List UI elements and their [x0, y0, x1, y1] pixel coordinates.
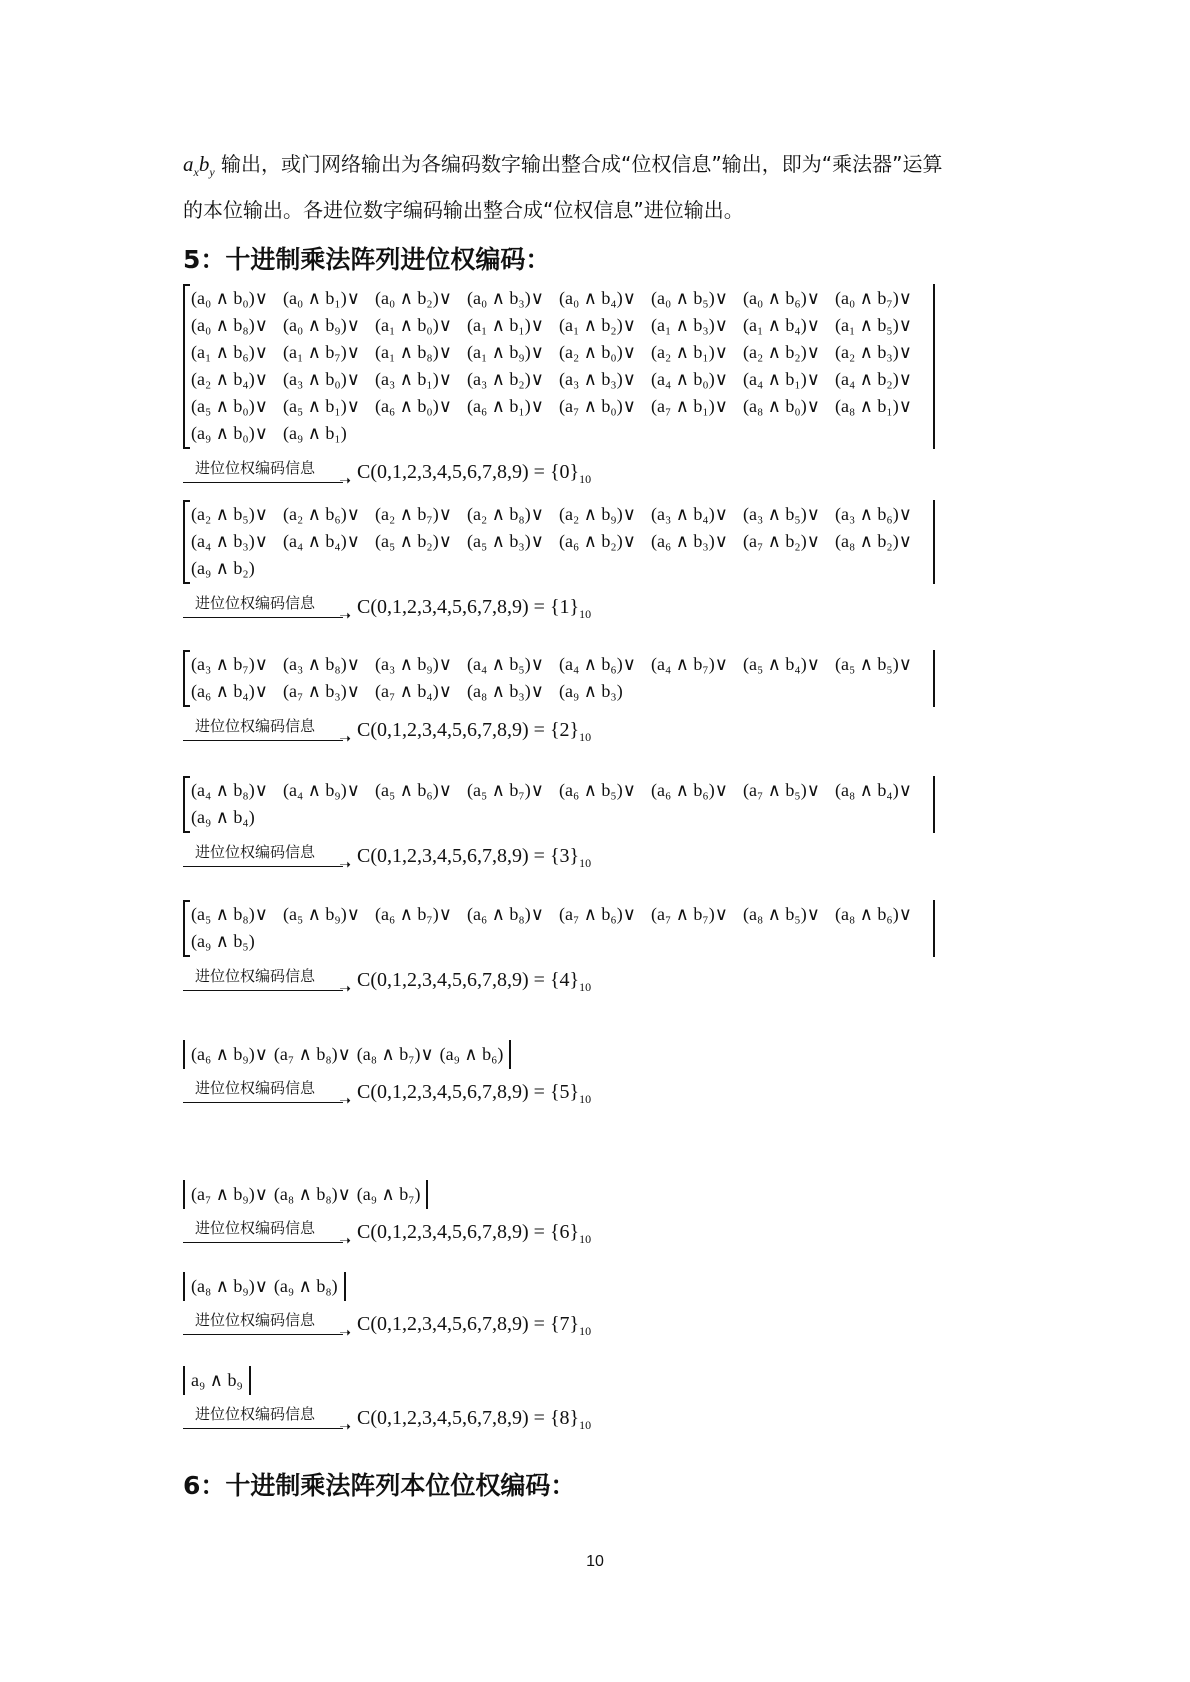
term: (a₃ ∧ b₃)∨ [559, 369, 636, 389]
term: (a₇ ∧ b₇)∨ [651, 904, 728, 924]
arrow-label: 进位位权编码信息 [195, 1405, 316, 1423]
term: (a₅ ∧ b₇)∨ [467, 780, 544, 800]
matrix-row [191, 1041, 503, 1068]
matrix-row [191, 678, 927, 705]
term: (a₈ ∧ b₆)∨ [835, 904, 912, 924]
term: (a₈ ∧ b₀)∨ [743, 396, 820, 416]
term: (a₁ ∧ b₈)∨ [375, 342, 452, 362]
term: (a₁ ∧ b₃)∨ [651, 315, 728, 335]
carry-block-6 [183, 1180, 591, 1247]
term: (a₄ ∧ b₅)∨ [467, 654, 544, 674]
matrix-row [191, 285, 927, 312]
term: (a₀ ∧ b₃)∨ [467, 288, 544, 308]
section-heading-6: 6：十进制乘法阵列本位位权编码： [183, 1471, 576, 1500]
term: (a₉ ∧ b₄) [191, 807, 255, 827]
term: (a₀ ∧ b₁)∨ [283, 288, 360, 308]
carry-arrow-line [183, 835, 935, 871]
term: (a₆ ∧ b₁)∨ [467, 396, 544, 416]
term: (a₁ ∧ b₅)∨ [835, 315, 912, 335]
carry-block-4 [183, 900, 935, 995]
right-arrow-icon: 进位位权编码信息 ➝ [183, 459, 351, 487]
carry-result: $C(0,1,2,3,4,5,6,7,8,9) = \{0\}_{10}$ [357, 461, 592, 486]
matrix-row [191, 1273, 338, 1300]
term: (a₄ ∧ b₈)∨ [191, 780, 268, 800]
term: (a₁ ∧ b₇)∨ [283, 342, 360, 362]
term: (a₁ ∧ b₂)∨ [559, 315, 636, 335]
term: (a₀ ∧ b₇)∨ [835, 288, 912, 308]
term: (a₇ ∧ b₆)∨ [559, 904, 636, 924]
term: (a₀ ∧ b₄)∨ [559, 288, 636, 308]
term: (a₃ ∧ b₁)∨ [375, 369, 452, 389]
term: (a₂ ∧ b₉)∨ [559, 504, 636, 524]
matrix-row [191, 555, 927, 582]
term: (a₄ ∧ b₉)∨ [283, 780, 360, 800]
term: (a₀ ∧ b₈)∨ [191, 315, 268, 335]
matrix-row [191, 901, 927, 928]
carry-result: $C(0,1,2,3,4,5,6,7,8,9) = \{6\}_{10}$ [357, 1221, 592, 1246]
term: (a₉ ∧ b₅) [191, 931, 255, 951]
carry-result: $C(0,1,2,3,4,5,6,7,8,9) = \{3\}_{10}$ [357, 845, 592, 870]
matrix-row [191, 1367, 243, 1394]
term: (a₅ ∧ b₅)∨ [835, 654, 912, 674]
carry-block-1 [183, 500, 935, 622]
term: (a₁ ∧ b₆)∨ [191, 342, 268, 362]
carry-arrow-line [183, 451, 935, 487]
term: (a₈ ∧ b₁)∨ [835, 396, 912, 416]
term: (a₉ ∧ b₀)∨ [191, 423, 268, 443]
matrix-row [191, 420, 927, 447]
carry-result: $C(0,1,2,3,4,5,6,7,8,9) = \{8\}_{10}$ [357, 1407, 592, 1432]
matrix-bracket [183, 1180, 428, 1209]
term: (a₂ ∧ b₀)∨ [559, 342, 636, 362]
matrix-row [191, 1181, 420, 1208]
matrix-row [191, 366, 927, 393]
term: (a₃ ∧ b₈)∨ [283, 654, 360, 674]
term: (a₂ ∧ b₆)∨ [283, 504, 360, 524]
carry-arrow-line [183, 1071, 591, 1107]
term: (a₅ ∧ b₆)∨ [375, 780, 452, 800]
term: (a₇ ∧ b₃)∨ [283, 681, 360, 701]
intro-line-1: $a_xb_y$ 输出，或门网络输出为各编码数字输出整合成“位权信息”输出，即为“乘法器”运算 [183, 152, 943, 180]
arrow-label: 进位位权编码信息 [195, 967, 316, 985]
section-heading-5: 5：十进制乘法阵列进位权编码： [183, 245, 551, 274]
arrow-label: 进位位权编码信息 [195, 459, 316, 477]
term: (a₈ ∧ b₈)∨ [273, 1184, 351, 1204]
carry-result: $C(0,1,2,3,4,5,6,7,8,9) = \{4\}_{10}$ [357, 969, 592, 994]
term: a₉ ∧ b₉ [191, 1370, 243, 1390]
carry-result: $C(0,1,2,3,4,5,6,7,8,9) = \{7\}_{10}$ [357, 1313, 592, 1338]
arrow-label: 进位位权编码信息 [195, 1079, 316, 1097]
matrix-row [191, 339, 927, 366]
term: (a₂ ∧ b₇)∨ [375, 504, 452, 524]
term: (a₈ ∧ b₅)∨ [743, 904, 820, 924]
term: (a₂ ∧ b₈)∨ [467, 504, 544, 524]
term: (a₃ ∧ b₇)∨ [191, 654, 268, 674]
term: (a₆ ∧ b₄)∨ [191, 681, 268, 701]
term: (a₇ ∧ b₄)∨ [375, 681, 452, 701]
matrix-bracket [183, 776, 935, 833]
right-arrow-icon: 进位位权编码信息 ➝ [183, 967, 351, 995]
term: (a₂ ∧ b₄)∨ [191, 369, 268, 389]
term: (a₅ ∧ b₈)∨ [191, 904, 268, 924]
right-arrow-icon: 进位位权编码信息 ➝ [183, 843, 351, 871]
carry-block-2 [183, 650, 935, 745]
carry-block-3 [183, 776, 935, 871]
right-arrow-icon: 进位位权编码信息 ➝ [183, 717, 351, 745]
carry-block-7 [183, 1272, 591, 1339]
term: (a₂ ∧ b₃)∨ [835, 342, 912, 362]
term: (a₈ ∧ b₂)∨ [835, 531, 912, 551]
carry-arrow-line [183, 1303, 591, 1339]
term: (a₂ ∧ b₅)∨ [191, 504, 268, 524]
term: (a₀ ∧ b₆)∨ [743, 288, 820, 308]
term: (a₅ ∧ b₂)∨ [375, 531, 452, 551]
term: (a₃ ∧ b₅)∨ [743, 504, 820, 524]
term: (a₀ ∧ b₂)∨ [375, 288, 452, 308]
term: (a₁ ∧ b₄)∨ [743, 315, 820, 335]
matrix-row [191, 393, 927, 420]
term: (a₉ ∧ b₃) [559, 681, 623, 701]
term: (a₄ ∧ b₆)∨ [559, 654, 636, 674]
term: (a₅ ∧ b₀)∨ [191, 396, 268, 416]
arrow-label: 进位位权编码信息 [195, 717, 316, 735]
matrix-row [191, 777, 927, 804]
matrix-row [191, 528, 927, 555]
matrix-row [191, 651, 927, 678]
carry-result: $C(0,1,2,3,4,5,6,7,8,9) = \{5\}_{10}$ [357, 1081, 592, 1106]
right-arrow-icon: 进位位权编码信息 ➝ [183, 1219, 351, 1247]
term: (a₄ ∧ b₁)∨ [743, 369, 820, 389]
matrix-row [191, 501, 927, 528]
term: (a₇ ∧ b₀)∨ [559, 396, 636, 416]
term: (a₈ ∧ b₄)∨ [835, 780, 912, 800]
term: (a₅ ∧ b₃)∨ [467, 531, 544, 551]
term: (a₉ ∧ b₈) [273, 1276, 338, 1296]
matrix-bracket [183, 1366, 251, 1395]
term: (a₀ ∧ b₅)∨ [651, 288, 728, 308]
term: (a₇ ∧ b₂)∨ [743, 531, 820, 551]
carry-block-8 [183, 1366, 591, 1433]
carry-result: $C(0,1,2,3,4,5,6,7,8,9) = \{2\}_{10}$ [357, 719, 592, 744]
term: (a₉ ∧ b₁) [283, 423, 347, 443]
term: (a₃ ∧ b₄)∨ [651, 504, 728, 524]
term: (a₆ ∧ b₃)∨ [651, 531, 728, 551]
term: (a₃ ∧ b₉)∨ [375, 654, 452, 674]
term: (a₉ ∧ b₂) [191, 558, 255, 578]
term: (a₁ ∧ b₁)∨ [467, 315, 544, 335]
right-arrow-icon: 进位位权编码信息 ➝ [183, 1079, 351, 1107]
term: (a₆ ∧ b₆)∨ [651, 780, 728, 800]
term: (a₁ ∧ b₉)∨ [467, 342, 544, 362]
right-arrow-icon: 进位位权编码信息 ➝ [183, 1405, 351, 1433]
term: (a₆ ∧ b₉)∨ [191, 1044, 268, 1064]
term: (a₄ ∧ b₂)∨ [835, 369, 912, 389]
page-number: 10 [586, 1553, 604, 1570]
intro-line-2: 的本位输出。各进位数字编码输出整合成“位权信息”进位输出。 [183, 198, 744, 222]
matrix-bracket [183, 284, 935, 449]
term: (a₈ ∧ b₃)∨ [467, 681, 544, 701]
term: (a₃ ∧ b₂)∨ [467, 369, 544, 389]
carry-block-0 [183, 284, 935, 487]
term: (a₇ ∧ b₉)∨ [191, 1184, 268, 1204]
right-arrow-icon: 进位位权编码信息 ➝ [183, 594, 351, 622]
carry-arrow-line [183, 1397, 591, 1433]
term: (a₆ ∧ b₅)∨ [559, 780, 636, 800]
term: (a₆ ∧ b₇)∨ [375, 904, 452, 924]
term: (a₇ ∧ b₈)∨ [273, 1044, 351, 1064]
matrix-row [191, 312, 927, 339]
matrix-bracket [183, 500, 935, 584]
matrix-row [191, 928, 927, 955]
term: (a₂ ∧ b₂)∨ [743, 342, 820, 362]
carry-block-5 [183, 1040, 591, 1107]
term: (a₃ ∧ b₀)∨ [283, 369, 360, 389]
arrow-label: 进位位权编码信息 [195, 594, 316, 612]
arrow-label: 进位位权编码信息 [195, 1311, 316, 1329]
arrow-label: 进位位权编码信息 [195, 1219, 316, 1237]
matrix-bracket [183, 1040, 511, 1069]
term: (a₆ ∧ b₈)∨ [467, 904, 544, 924]
term: (a₅ ∧ b₉)∨ [283, 904, 360, 924]
matrix-row [191, 804, 927, 831]
term: (a₁ ∧ b₀)∨ [375, 315, 452, 335]
term: (a₉ ∧ b₆) [439, 1044, 504, 1064]
term: (a₃ ∧ b₆)∨ [835, 504, 912, 524]
term: (a₇ ∧ b₅)∨ [743, 780, 820, 800]
term: (a₄ ∧ b₄)∨ [283, 531, 360, 551]
term: (a₄ ∧ b₇)∨ [651, 654, 728, 674]
term: (a₂ ∧ b₁)∨ [651, 342, 728, 362]
carry-arrow-line [183, 709, 935, 745]
term: (a₀ ∧ b₀)∨ [191, 288, 268, 308]
term: (a₅ ∧ b₄)∨ [743, 654, 820, 674]
term: (a₆ ∧ b₀)∨ [375, 396, 452, 416]
term: (a₇ ∧ b₁)∨ [651, 396, 728, 416]
term: (a₈ ∧ b₉)∨ [191, 1276, 268, 1296]
term: (a₄ ∧ b₀)∨ [651, 369, 728, 389]
carry-arrow-line [183, 586, 935, 622]
arrow-label: 进位位权编码信息 [195, 843, 316, 861]
term: (a₀ ∧ b₉)∨ [283, 315, 360, 335]
matrix-bracket [183, 1272, 346, 1301]
term: (a₈ ∧ b₇)∨ [356, 1044, 434, 1064]
term: (a₆ ∧ b₂)∨ [559, 531, 636, 551]
axby-symbol: $a_xb_y$ [183, 152, 215, 180]
term: (a₅ ∧ b₁)∨ [283, 396, 360, 416]
term: (a₄ ∧ b₃)∨ [191, 531, 268, 551]
carry-arrow-line [183, 1211, 591, 1247]
carry-arrow-line [183, 959, 935, 995]
carry-result: $C(0,1,2,3,4,5,6,7,8,9) = \{1\}_{10}$ [357, 596, 592, 621]
term: (a₉ ∧ b₇) [356, 1184, 421, 1204]
right-arrow-icon: 进位位权编码信息 ➝ [183, 1311, 351, 1339]
matrix-bracket [183, 650, 935, 707]
matrix-bracket [183, 900, 935, 957]
